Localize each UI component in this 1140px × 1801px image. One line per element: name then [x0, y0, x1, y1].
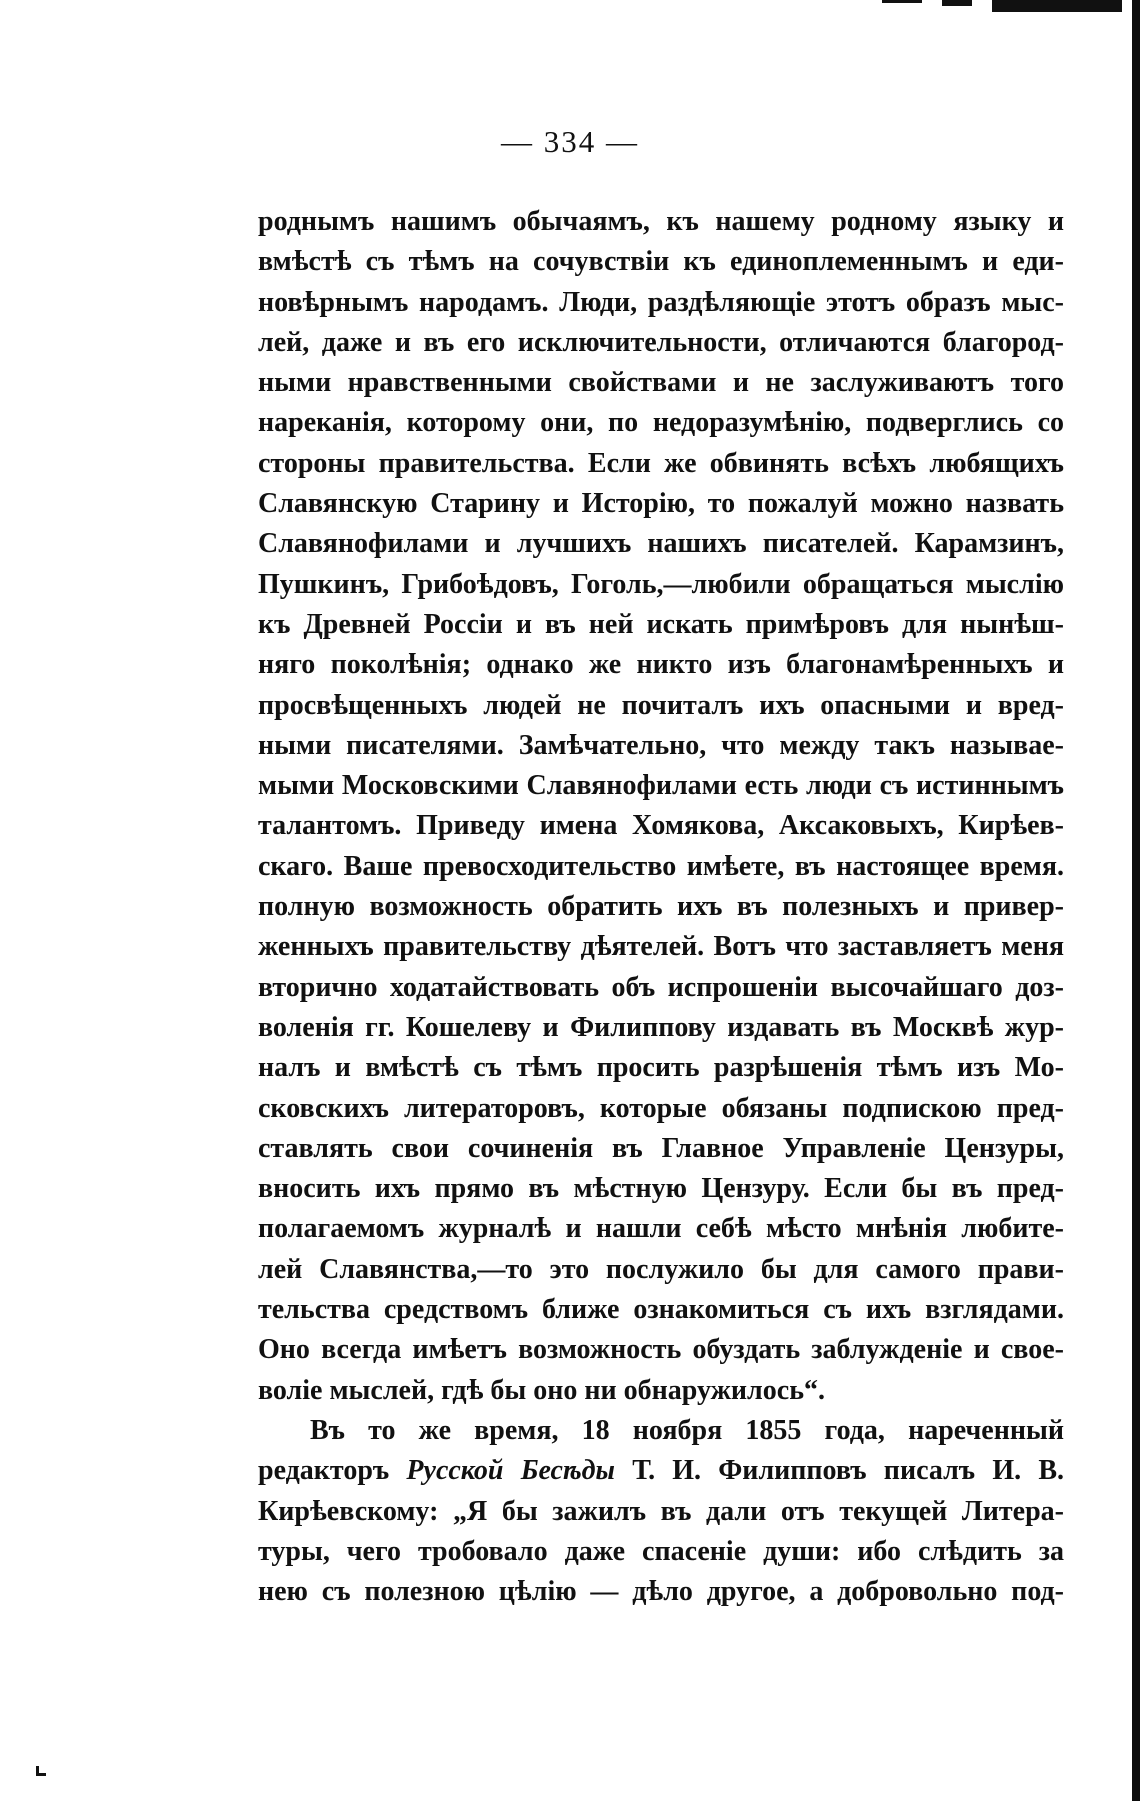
text-line: полагаемомъ журналѣ и нашли себѣ мѣсто мнѣнія любите- — [258, 1213, 1064, 1245]
scan-top-streak — [862, 0, 1132, 14]
text-line: сковскихъ литераторовъ, которые обязаны подпискою пред- — [258, 1092, 1064, 1124]
text-line: полную возможность обратить ихъ въ полезныхъ и привер- — [258, 891, 1064, 923]
text-line: стороны правительства. Если же обвинять всѣхъ любящихъ — [258, 447, 1064, 479]
text-line: скаго. Ваше превосходительство имѣете, въ настоящее время. — [258, 850, 1064, 882]
text-line: вмѣстѣ съ тѣмъ на сочувствіи къ единоплеменнымъ и еди- — [258, 246, 1064, 278]
text-line: вторично ходатайствовать объ испрошеніи высочайшаго доз- — [258, 971, 1064, 1003]
text-line: просвѣщенныхъ людей не почиталъ ихъ опасными и вред- — [258, 689, 1064, 721]
text-line: новѣрнымъ народамъ. Люди, раздѣляющіе этотъ образъ мыс- — [258, 286, 1064, 318]
text-line: воліе мыслей, гдѣ бы оно ни обнаружилось“. — [258, 1374, 825, 1406]
paragraph-1 — [258, 202, 1064, 1411]
margin-mark — [36, 1766, 46, 1776]
text-line: нареканія, которому они, по недоразумѣнію, подверглись со — [258, 407, 1064, 439]
text-line: талантомъ. Приведу имена Хомякова, Аксаковыхъ, Кирѣев- — [258, 810, 1064, 842]
text-line: ными писателями. Замѣчательно, что между такъ называе- — [258, 729, 1064, 761]
text-line: ставлять свои сочиненія въ Главное Управленіе Цензуры, — [258, 1132, 1064, 1164]
text-line: лей Славянства,—то это послужило бы для самого прави- — [258, 1253, 1064, 1285]
text-line: къ Древней Россіи и въ ней искать примѣровъ для нынѣш- — [258, 608, 1064, 640]
text-line: Въ то же время, 18 ноября 1855 года, нареченный — [310, 1414, 1064, 1446]
text-line: туры, чего тробовало даже спасеніе души: ибо слѣдить за — [258, 1535, 1064, 1567]
text-line: вносить ихъ прямо въ мѣстную Цензуру. Если бы въ пред- — [258, 1173, 1064, 1205]
text-line: Кирѣевскому: „Я бы зажилъ въ дали отъ текущей Литера- — [258, 1495, 1064, 1527]
text-line: женныхъ правительству дѣятелей. Вотъ что заставляетъ меня — [258, 931, 1064, 963]
text-line: редакторъ Русской Бесѣды Т. И. Филипповъ писалъ И. В. — [258, 1455, 1064, 1487]
text-line: нею съ полезною цѣлію — дѣло другое, а добровольно под- — [258, 1576, 1064, 1608]
text-line: ными нравственными свойствами и не заслуживаютъ того — [258, 367, 1064, 399]
text-line: Пушкинъ, Грибоѣдовъ, Гоголь,—любили обращаться мыслію — [258, 568, 1064, 600]
text-line: лей, даже и въ его исключительности, отличаются благород- — [258, 326, 1064, 358]
text-line: воленія гг. Кошелеву и Филиппову издавать въ Москвѣ жур- — [258, 1011, 1064, 1043]
text-line: Оно всегда имѣетъ возможность обуздать заблужденіе и свое- — [258, 1334, 1064, 1366]
text-line: Славянскую Старину и Исторію, то пожалуй можно назвать — [258, 488, 1064, 520]
journal-title: Русской Бесѣды — [406, 1455, 615, 1487]
text-line: няго поколѣнія; однако же никто изъ благонамѣренныхъ и — [258, 649, 1064, 681]
scan-edge-shadow — [1132, 0, 1140, 1801]
page-number: — 334 — — [501, 124, 639, 159]
text-line: налъ и вмѣстѣ съ тѣмъ просить разрѣшенія тѣмъ изъ Мо- — [258, 1052, 1064, 1084]
paragraph-2 — [258, 1411, 1064, 1612]
text-line: роднымъ нашимъ обычаямъ, къ нашему родному языку и — [258, 206, 1064, 237]
text-line: мыми Московскими Славянофилами есть люди съ истиннымъ — [258, 770, 1064, 802]
body-text — [258, 202, 1064, 1612]
text-line: Славянофилами и лучшихъ нашихъ писателей. Карамзинъ, — [258, 528, 1064, 560]
text-line: тельства средствомъ ближе ознакомиться съ ихъ взглядами. — [258, 1294, 1064, 1326]
